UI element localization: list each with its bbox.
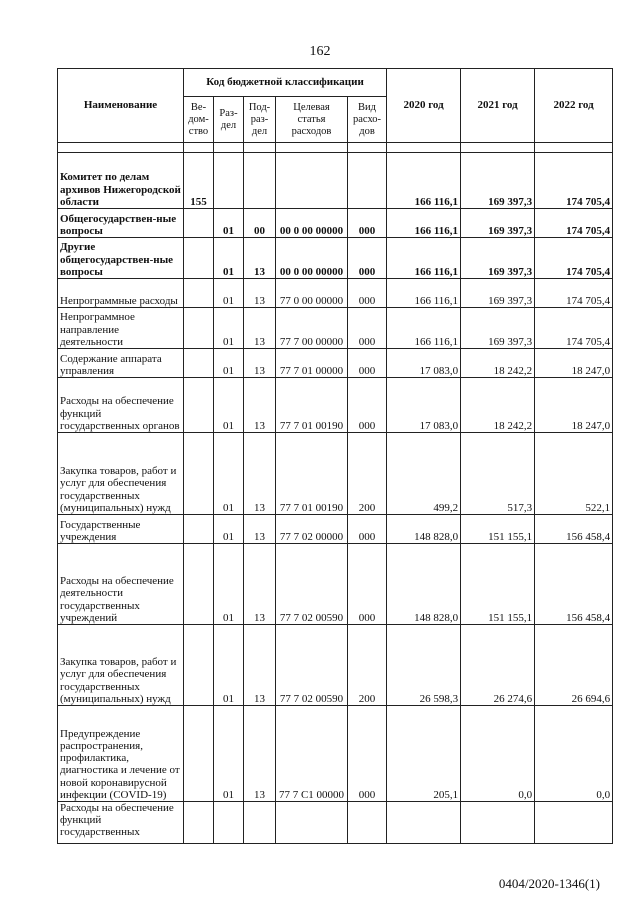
row-podrazdel: 13 xyxy=(244,544,276,625)
row-name: Общегосударствен-ные вопросы xyxy=(58,209,184,238)
row-celevaya: 77 7 01 00190 xyxy=(276,378,348,433)
row-razdel: 01 xyxy=(214,544,244,625)
row-celevaya: 00 0 00 00000 xyxy=(276,238,348,279)
row-2021: 517,3 xyxy=(461,433,535,515)
row-2021: 151 155,1 xyxy=(461,544,535,625)
row-celevaya: 77 7 02 00590 xyxy=(276,625,348,706)
page-number: 162 xyxy=(309,44,331,59)
row-vid xyxy=(348,153,387,209)
row-2021: 151 155,1 xyxy=(461,515,535,544)
row-podrazdel: 13 xyxy=(244,308,276,349)
row-2020: 166 116,1 xyxy=(387,279,461,308)
row-vedomstvo xyxy=(184,238,214,279)
table-row xyxy=(58,279,613,308)
row-razdel: 01 xyxy=(214,706,244,802)
row-2020 xyxy=(387,802,461,844)
row-celevaya: 00 0 00 00000 xyxy=(276,209,348,238)
header-name: Наименование xyxy=(58,69,184,143)
row-name: Закупка товаров, работ и услуг для обеспечения государственных (муниципальных) нужд xyxy=(58,433,184,515)
row-vid: 000 xyxy=(348,378,387,433)
row-2022: 174 705,4 xyxy=(535,238,613,279)
table-row xyxy=(58,209,613,238)
row-2021: 26 274,6 xyxy=(461,625,535,706)
header-razdel: Раз- дел xyxy=(214,97,244,143)
table-row xyxy=(58,153,613,209)
header-2021: 2021 год xyxy=(461,69,535,143)
row-razdel: 01 xyxy=(214,433,244,515)
row-vedomstvo xyxy=(184,802,214,844)
row-vid: 000 xyxy=(348,238,387,279)
row-name: Другие общегосударствен-ные вопросы xyxy=(58,238,184,279)
row-celevaya: 77 7 C1 00000 xyxy=(276,706,348,802)
row-celevaya: 77 7 01 00190 xyxy=(276,433,348,515)
row-2022: 18 247,0 xyxy=(535,378,613,433)
row-2021: 0,0 xyxy=(461,706,535,802)
row-2021 xyxy=(461,802,535,844)
row-2020: 205,1 xyxy=(387,706,461,802)
row-podrazdel: 13 xyxy=(244,515,276,544)
table-row xyxy=(58,625,613,706)
row-2022: 174 705,4 xyxy=(535,279,613,308)
row-2022 xyxy=(535,802,613,844)
row-2020: 17 083,0 xyxy=(387,349,461,378)
row-2020: 17 083,0 xyxy=(387,378,461,433)
row-vedomstvo: 155 xyxy=(184,153,214,209)
header-code-group: Код бюджетной классификации xyxy=(184,69,387,97)
row-2020: 148 828,0 xyxy=(387,544,461,625)
row-vid: 000 xyxy=(348,349,387,378)
row-celevaya: 77 0 00 00000 xyxy=(276,279,348,308)
row-2020: 166 116,1 xyxy=(387,153,461,209)
row-2020: 166 116,1 xyxy=(387,308,461,349)
header-vid: Вид расхо- дов xyxy=(348,97,387,143)
row-2020: 166 116,1 xyxy=(387,209,461,238)
row-2022: 174 705,4 xyxy=(535,153,613,209)
row-razdel xyxy=(214,802,244,844)
row-podrazdel: 13 xyxy=(244,279,276,308)
row-razdel: 01 xyxy=(214,515,244,544)
row-vedomstvo xyxy=(184,515,214,544)
row-2021: 169 397,3 xyxy=(461,279,535,308)
row-podrazdel: 13 xyxy=(244,625,276,706)
row-celevaya: 77 7 01 00000 xyxy=(276,349,348,378)
row-vid: 000 xyxy=(348,279,387,308)
row-2021: 169 397,3 xyxy=(461,308,535,349)
row-razdel: 01 xyxy=(214,349,244,378)
row-2021: 18 242,2 xyxy=(461,349,535,378)
row-name: Непрограммные расходы xyxy=(58,279,184,308)
row-2022: 0,0 xyxy=(535,706,613,802)
row-vedomstvo xyxy=(184,433,214,515)
row-vid: 000 xyxy=(348,308,387,349)
row-celevaya xyxy=(276,802,348,844)
row-name: Государственные учреждения xyxy=(58,515,184,544)
row-podrazdel: 13 xyxy=(244,349,276,378)
row-2022: 174 705,4 xyxy=(535,308,613,349)
row-2022: 156 458,4 xyxy=(535,544,613,625)
row-razdel xyxy=(214,153,244,209)
row-2020: 26 598,3 xyxy=(387,625,461,706)
row-2022: 18 247,0 xyxy=(535,349,613,378)
row-vedomstvo xyxy=(184,706,214,802)
table-row xyxy=(58,544,613,625)
header-podrazdel: Под- раз- дел xyxy=(244,97,276,143)
row-2020: 148 828,0 xyxy=(387,515,461,544)
row-2021: 169 397,3 xyxy=(461,238,535,279)
row-name: Расходы на обеспечение функций государственных органов xyxy=(58,378,184,433)
row-razdel: 01 xyxy=(214,209,244,238)
row-2021: 169 397,3 xyxy=(461,153,535,209)
row-vid xyxy=(348,802,387,844)
row-vedomstvo xyxy=(184,349,214,378)
table-row xyxy=(58,378,613,433)
header-vedomstvo: Ве- дом- ство xyxy=(184,97,214,143)
row-podrazdel: 13 xyxy=(244,378,276,433)
row-razdel: 01 xyxy=(214,279,244,308)
row-vid: 000 xyxy=(348,544,387,625)
table-row xyxy=(58,349,613,378)
table-row xyxy=(58,308,613,349)
row-vid: 200 xyxy=(348,625,387,706)
row-2022: 156 458,4 xyxy=(535,515,613,544)
table-row xyxy=(58,515,613,544)
row-vedomstvo xyxy=(184,378,214,433)
row-name: Комитет по делам архивов Нижегородской области xyxy=(58,153,184,209)
header-2022: 2022 год xyxy=(535,69,613,143)
row-2021: 169 397,3 xyxy=(461,209,535,238)
table-row xyxy=(58,433,613,515)
row-podrazdel: 13 xyxy=(244,238,276,279)
row-vid: 000 xyxy=(348,515,387,544)
row-podrazdel xyxy=(244,153,276,209)
row-celevaya: 77 7 00 00000 xyxy=(276,308,348,349)
row-vedomstvo xyxy=(184,209,214,238)
table-row xyxy=(58,238,613,279)
row-name: Предупреждение распространения, профилактика, диагностика и лечение от новой коронавирусной инфекции (COVID-19) xyxy=(58,706,184,802)
row-vid: 000 xyxy=(348,209,387,238)
row-podrazdel xyxy=(244,802,276,844)
row-celevaya xyxy=(276,153,348,209)
row-podrazdel: 00 xyxy=(244,209,276,238)
row-2022: 26 694,6 xyxy=(535,625,613,706)
row-name: Закупка товаров, работ и услуг для обеспечения государственных (муниципальных) нужд xyxy=(58,625,184,706)
row-razdel: 01 xyxy=(214,238,244,279)
row-2021: 18 242,2 xyxy=(461,378,535,433)
row-name: Расходы на обеспечение функций государственных xyxy=(58,802,184,844)
table-row xyxy=(58,706,613,802)
row-razdel: 01 xyxy=(214,378,244,433)
row-2022: 522,1 xyxy=(535,433,613,515)
row-vid: 000 xyxy=(348,706,387,802)
row-vid: 200 xyxy=(348,433,387,515)
row-name: Содержание аппарата управления xyxy=(58,349,184,378)
document-id: 0404/2020-1346(1) xyxy=(498,876,600,891)
row-celevaya: 77 7 02 00000 xyxy=(276,515,348,544)
row-razdel: 01 xyxy=(214,308,244,349)
row-vedomstvo xyxy=(184,308,214,349)
row-razdel: 01 xyxy=(214,625,244,706)
row-name: Непрограммное направление деятельности xyxy=(58,308,184,349)
row-celevaya: 77 7 02 00590 xyxy=(276,544,348,625)
row-vedomstvo xyxy=(184,279,214,308)
header-2020: 2020 год xyxy=(387,69,461,143)
row-name: Расходы на обеспечение деятельности государственных учреждений xyxy=(58,544,184,625)
row-2022: 174 705,4 xyxy=(535,209,613,238)
row-podrazdel: 13 xyxy=(244,706,276,802)
row-2020: 166 116,1 xyxy=(387,238,461,279)
table-row xyxy=(58,802,613,844)
budget-table xyxy=(57,68,613,844)
row-2020: 499,2 xyxy=(387,433,461,515)
row-podrazdel: 13 xyxy=(244,433,276,515)
row-vedomstvo xyxy=(184,544,214,625)
row-vedomstvo xyxy=(184,625,214,706)
header-celevaya: Целевая статья расходов xyxy=(276,97,348,143)
